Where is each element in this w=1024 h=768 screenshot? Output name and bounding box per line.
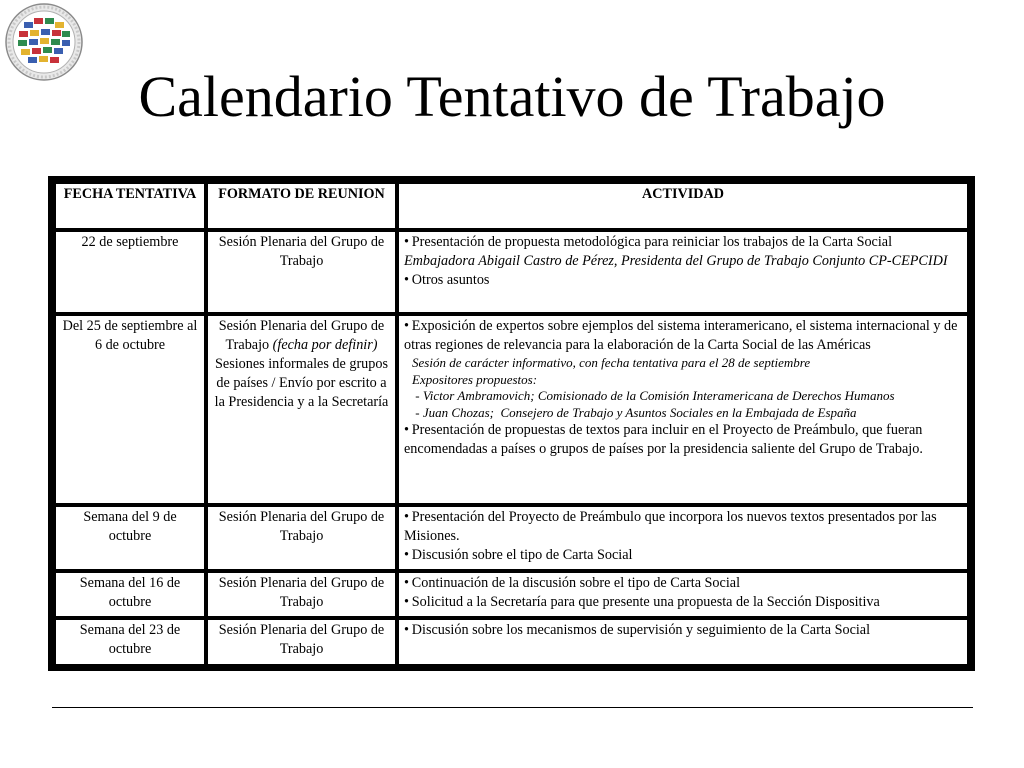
format-line: Sesiones informales de grupos de países / Envío por escrito a la Presidencia y a la Secretaría — [214, 356, 389, 410]
format-line: Sesión Plenaria del Grupo de Trabajo — [218, 622, 385, 657]
activity-bullet: • Discusión sobre el tipo de Carta Social — [404, 546, 962, 565]
row-date: Semana del 16 de octubre — [56, 573, 204, 616]
row-format — [208, 507, 395, 569]
row-activity — [399, 620, 967, 664]
table-row — [56, 573, 967, 616]
row-activity — [399, 316, 967, 503]
format-line: Sesión Plenaria del Grupo de Trabajo — [218, 234, 385, 269]
row-date: 22 de septiembre — [56, 232, 204, 312]
activity-bullet: • Solicitud a la Secretaría para que presente una propuesta de la Sección Dispositiva — [404, 593, 962, 612]
row-date: Del 25 de septiembre al 6 de octubre — [56, 316, 204, 503]
activity-bullet: • Presentación del Proyecto de Preámbulo que incorpora los nuevos textos presentados por las Misiones. — [404, 508, 962, 546]
activity-bullet: • Continuación de la discusión sobre el tipo de Carta Social — [404, 574, 962, 593]
row-format — [208, 316, 395, 503]
format-line: Sesión Plenaria del Grupo de Trabajo — [218, 575, 385, 610]
header-actividad: ACTIVIDAD — [399, 184, 967, 228]
footer-divider — [52, 707, 973, 708]
schedule-table-frame — [48, 176, 975, 671]
activity-note: Expositores propuestos: — [412, 371, 538, 387]
format-note: (fecha por definir) — [272, 337, 378, 353]
activity-note: Embajadora Abigail Castro de Pérez, Presidenta del Grupo de Trabajo Conjunto CP-CEPCIDI — [404, 253, 948, 269]
header-fecha: FECHA TENTATIVA — [56, 184, 204, 228]
row-date: Semana del 23 de octubre — [56, 620, 204, 664]
row-format — [208, 232, 395, 312]
table-header-row — [56, 184, 967, 228]
row-date: Semana del 9 de octubre — [56, 507, 204, 569]
page-title: Calendario Tentativo de Trabajo — [138, 64, 886, 129]
activity-bullet: • Presentación de propuesta metodológica para reiniciar los trabajos de la Carta Social — [404, 233, 962, 252]
activity-bullet: • Discusión sobre los mecanismos de supervisión y seguimiento de la Carta Social — [404, 621, 962, 640]
row-activity — [399, 573, 967, 616]
row-activity — [399, 232, 967, 312]
row-activity — [399, 507, 967, 569]
activity-bullet: • Presentación de propuestas de textos para incluir en el Proyecto de Preámbulo, que fueran encomendadas a países o grupos de países por la presidencia saliente del Grupo de Trabajo. — [404, 421, 962, 459]
table-row — [56, 507, 967, 569]
schedule-table — [52, 180, 971, 668]
format-line: Sesión Plenaria del Grupo de Trabajo — [218, 509, 385, 544]
header-formato: FORMATO DE REUNION — [208, 184, 395, 228]
activity-note: - Victor Ambramovich; Comisionado de la Comisión Interamericana de Derechos Humanos — [412, 388, 895, 403]
activity-bullet: • Otros asuntos — [404, 271, 962, 290]
table-row — [56, 316, 967, 503]
row-format — [208, 620, 395, 664]
activity-bullet: • Exposición de expertos sobre ejemplos del sistema interamericano, el sistema internacional y de otras regiones de relevancia para la elaboración de la Carta Social de las Américas — [404, 317, 962, 355]
table-row — [56, 232, 967, 312]
format-line: Sesión Plenaria del Grupo de Trabajo — [218, 318, 385, 353]
activity-note: - Juan Chozas; Consejero de Trabajo y Asuntos Sociales en la Embajada de España — [412, 404, 857, 420]
activity-note: Sesión de carácter informativo, con fecha tentativa para el 28 de septiembre — [412, 355, 811, 370]
row-format — [208, 573, 395, 616]
table-row — [56, 620, 967, 664]
